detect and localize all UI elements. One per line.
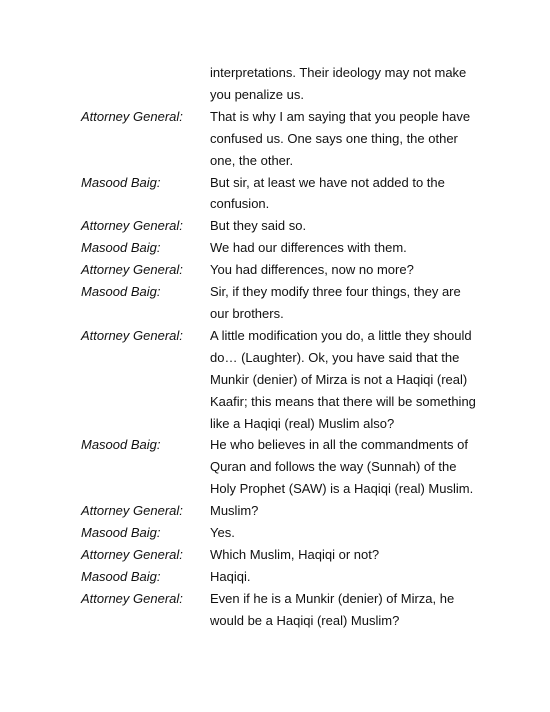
speech-line: Haqiqi. <box>210 568 251 584</box>
transcript-entry <box>0 281 550 325</box>
speech-text <box>210 259 472 281</box>
speech-line: do… (Laughter). Ok, you have said that the <box>210 349 460 365</box>
transcript-entry <box>0 325 550 435</box>
transcript-entry <box>0 237 550 259</box>
speech-line: But sir, at least we have not added to the <box>210 174 445 190</box>
speaker-label: Masood Baig: <box>81 437 161 453</box>
speech-line: interpretations. Their ideology may not make <box>210 65 467 80</box>
speaker-label: Masood Baig: <box>81 240 161 256</box>
speaker-label: Attorney General: <box>81 262 183 278</box>
speech-text <box>210 434 472 500</box>
transcript-entry <box>0 172 550 216</box>
speech-text <box>210 237 472 259</box>
transcript-entry <box>0 434 550 500</box>
speech-text <box>210 544 472 566</box>
speaker-label: Attorney General: <box>81 218 183 234</box>
speech-line: Sir, if they modify three four things, they are <box>210 284 461 300</box>
speech-line: Holy Prophet (SAW) is a Haqiqi (real) Muslim. <box>210 481 474 497</box>
speech-text <box>210 106 472 172</box>
transcript-entry <box>0 566 550 588</box>
speech-line: Kaafir; this means that there will be something <box>210 393 476 409</box>
speech-text <box>210 215 472 237</box>
speech-text <box>210 62 472 106</box>
speech-line: You had differences, now no more? <box>210 262 414 278</box>
speaker-label: Attorney General: <box>81 546 183 562</box>
speech-line: We had our differences with them. <box>210 240 407 256</box>
speech-line: Munkir (denier) of Mirza is not a Haqiqi (real) <box>210 371 468 387</box>
speaker-label: Attorney General: <box>81 327 183 343</box>
transcript-entry <box>0 106 550 172</box>
speech-text <box>210 522 472 544</box>
speech-line: That is why I am saying that you people have <box>210 108 471 124</box>
speech-line: A little modification you do, a little they should <box>210 327 472 343</box>
speech-text <box>210 325 476 435</box>
transcript-entry <box>0 522 550 544</box>
speech-text <box>210 566 472 588</box>
speaker-label: Masood Baig: <box>81 525 161 541</box>
speech-text <box>210 172 472 216</box>
speech-line: Which Muslim, Haqiqi or not? <box>210 546 380 562</box>
speech-text <box>210 588 472 632</box>
transcript-entry <box>0 588 550 632</box>
speech-line: our brothers. <box>210 305 284 321</box>
speaker-label: Attorney General: <box>81 503 183 519</box>
speech-line: confusion. <box>210 196 270 212</box>
speech-line: one, the other. <box>210 152 294 168</box>
speech-line: would be a Haqiqi (real) Muslim? <box>210 612 400 628</box>
speech-text <box>210 500 472 522</box>
speaker-label: Attorney General: <box>81 590 183 606</box>
speech-line: Quran and follows the way (Sunnah) of the <box>210 459 457 475</box>
speech-line: Muslim? <box>210 503 259 519</box>
speech-line: Even if he is a Munkir (denier) of Mirza, he <box>210 590 455 606</box>
transcript-entry <box>0 62 550 106</box>
speech-line: you penalize us. <box>210 86 304 102</box>
transcript-entry <box>0 500 550 522</box>
speaker-label: Attorney General: <box>81 108 183 124</box>
speech-text <box>210 281 472 325</box>
transcript-entry <box>0 215 550 237</box>
speech-line: He who believes in all the commandments of <box>210 437 468 453</box>
speaker-label: Masood Baig: <box>81 174 161 190</box>
speech-line: But they said so. <box>210 218 307 234</box>
speech-line: like a Haqiqi (real) Muslim also? <box>210 415 395 431</box>
transcript-page <box>0 62 550 632</box>
transcript-entry <box>0 259 550 281</box>
speech-line: Yes. <box>210 525 235 541</box>
transcript-entry <box>0 544 550 566</box>
speaker-label: Masood Baig: <box>81 568 161 584</box>
speech-line: confused us. One says one thing, the other <box>210 130 458 146</box>
speaker-label: Masood Baig: <box>81 284 161 300</box>
